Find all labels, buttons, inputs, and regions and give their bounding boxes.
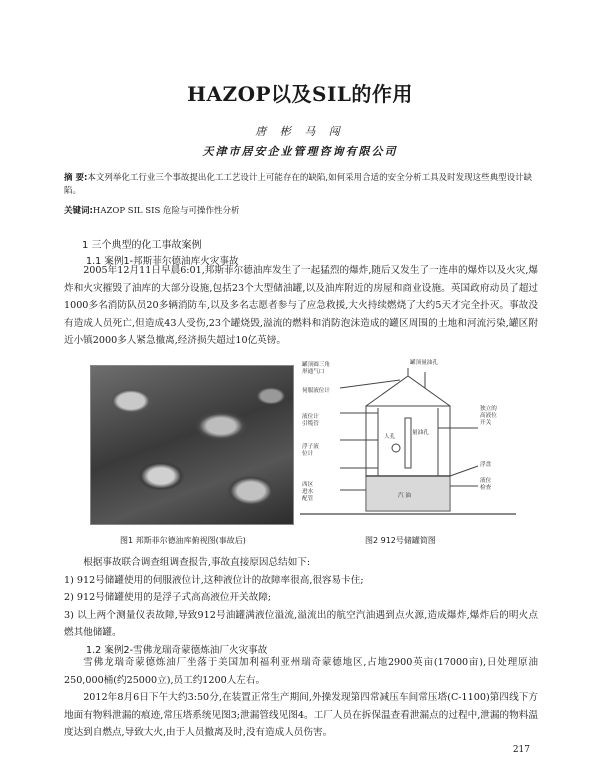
tank-roof: [366, 376, 450, 406]
label-water-inlet: 西区进水配管: [302, 482, 314, 502]
cause-item-3: 3) 以上两个测量仪表故障,导致912号油罐满液位溢流,溢流出的航空汽油遇到点火源,造成爆炸,爆炸后的明火点燃其他储罐。: [64, 609, 538, 638]
case2-paragraphs: [64, 654, 538, 742]
label-vent: 罐顶圆三角形通气口: [302, 362, 330, 375]
label-fuel: 汽 油: [398, 493, 411, 499]
tank-diagram: [300, 358, 516, 528]
manhole-circle: [392, 444, 400, 452]
abstract-text: 本文列举化工行业三个事故提出化工工艺设计上可能存在的缺陷,如何采用合适的安全分析工具及时发现这些典型设计缺陷。: [64, 173, 533, 196]
case2-para1: 雪佛龙瑞奇蒙德炼油厂坐落于美国加利福利亚州瑞奇蒙德地区,占地2900英亩(17000亩),日处理原油250,000桶(约25000立),员工约1200人左右。: [64, 657, 538, 686]
dip-pipe: [405, 418, 411, 468]
page-number: 217: [512, 745, 530, 755]
cause-summary: [64, 554, 538, 642]
keywords-label: 关键词:: [64, 206, 93, 216]
page-title: HAZOP以及SIL的作用: [187, 82, 413, 106]
cause-item-1: 1) 912号储罐使用的伺服液位计,这种液位计的故障率很高,很容易卡住;: [64, 574, 364, 586]
case1-heading: 1.1 案例1-邦斯菲尔德油库火灾事故: [86, 256, 239, 267]
label-dip-hole: 量油孔: [412, 430, 429, 436]
figure2-caption: 图2 912号储罐简图: [365, 536, 436, 545]
case1-paragraph: 2005年12月11日早晨6:01,邦斯菲尔德油库发生了一起猛烈的爆炸,随后又发生了一连串的爆炸以及火灾,爆炸和火灾摧毁了油库的大部分设施,包括23个大型储油罐,以及油库附近的房屋和商业设施。英国政府动员了超过1000多名消防队员20多辆消防车,以及多名志愿者参与了应急救援,大火持续燃烧了大约5天才完全扑灭。事故没有造成人员死亡,但造成43人受伤,23个罐烧毁,溢流的燃料和消防泡沫造成的罐区周围的土地和河流污染,罐区附近小镇2000多人紧急撤离,经济损失超过10亿英镑。: [64, 265, 538, 346]
label-independent-switch: 独立的高液位开关: [480, 406, 497, 426]
authors: 唐 彬 马 闯: [255, 125, 345, 138]
keywords: [64, 204, 538, 216]
label-gauge-guide: 液位计引缆管: [302, 414, 319, 427]
abstract: [64, 172, 538, 198]
cause-intro: 根据事故联合调查组调查报告,事故直接原因总结如下:: [83, 557, 311, 568]
figure1-caption: 图1 邦斯菲尔德油库俯视图(事故后): [120, 536, 246, 545]
label-float-gauge: 浮子液位计: [302, 444, 319, 457]
section-heading-1: 1 三个典型的化工事故案例: [82, 240, 202, 251]
label-manhole: 人孔: [384, 434, 396, 440]
keywords-text: HAZOP SIL SIS 危险与可操作性分析: [92, 206, 240, 216]
case2-para2: 2012年8月6日下午大约3:50分,在装置正常生产期间,外操发现第四常减压车间常压塔(C-1100)第四线下方地面有物料泄漏的痕迹,常压塔系统见图3;泄漏管线见图4。工厂人员在拆保温查看泄漏点的过程中,泄漏的物料温度达到自燃点,导致大火,由于人员撤离及时,没有造成人员伤害。: [64, 692, 538, 738]
case2-heading: 1.2 案例2-雪佛龙瑞奇蒙德炼油厂火灾事故: [86, 645, 268, 656]
affiliation: 天津市居安企业管理咨询有限公司: [202, 145, 398, 158]
abstract-label: 摘 要:: [64, 173, 88, 183]
label-level-check: 液位检查: [480, 478, 492, 491]
cause-item-2: 2) 912号储罐使用的是浮子式高高液位开关故障;: [64, 592, 272, 603]
aerial-photo-figure: [90, 365, 294, 525]
label-servo-gauge: 伺服液位计: [302, 388, 330, 394]
label-float-deck: 浮盘: [480, 462, 492, 468]
label-tank-level-hole: 罐顶量油孔: [410, 360, 438, 366]
